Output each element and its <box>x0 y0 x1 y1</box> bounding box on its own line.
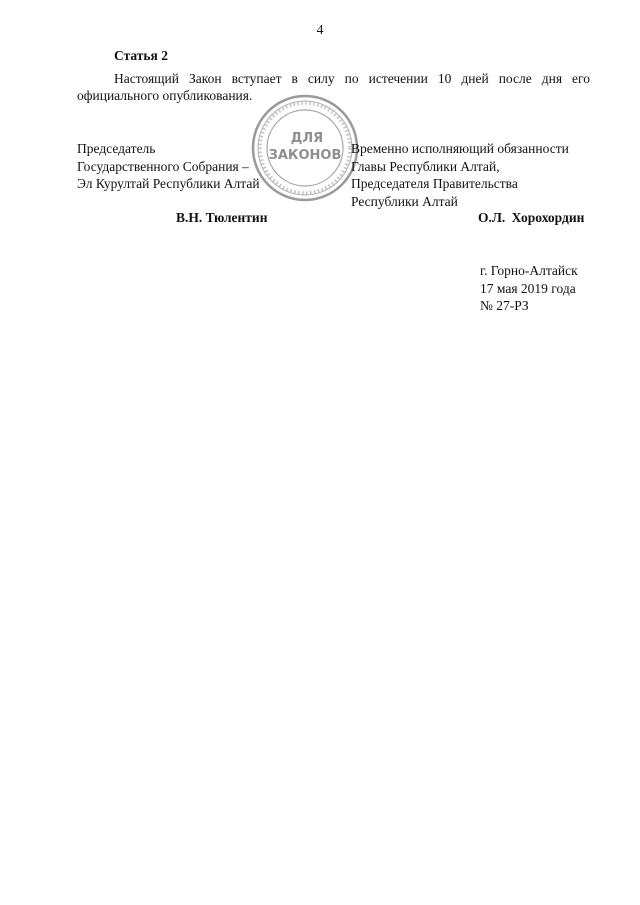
stamp-text-line2: ЗАКОНОВ <box>268 148 342 163</box>
issuance-date: 17 мая 2019 года <box>480 280 576 296</box>
seal-stamp-icon <box>249 92 361 204</box>
signatory-right-line: Временно исполняющий обязанности <box>351 141 569 156</box>
article-title: Статья 2 <box>114 48 168 63</box>
signatory-right-line: Республики Алтай <box>351 193 458 209</box>
signatory-right-name: О.Л. Хорохордин <box>478 210 585 225</box>
issuance-place: г. Горно-Алтайск <box>480 263 578 278</box>
page-number: 4 <box>316 22 324 37</box>
article-body: Настоящий Закон вступает в силу по истечении 10 дней после дня его официального опубликования. <box>77 71 590 103</box>
signatory-right-line: Председателя Правительства <box>351 176 518 191</box>
stamp-text-line1: ДЛЯ <box>290 131 324 146</box>
signatory-left-line: Председатель <box>77 141 156 156</box>
signatory-left-line: Государственного Собрания – <box>77 158 249 174</box>
signatory-right-line: Главы Республики Алтай, <box>351 158 500 174</box>
law-number: № 27-РЗ <box>480 298 529 313</box>
signatory-left-line: Эл Курултай Республики Алтай <box>77 176 260 191</box>
issuance-details <box>480 262 578 315</box>
signatory-left-titles <box>77 140 260 193</box>
signatory-left-name: В.Н. Тюлентин <box>176 210 268 225</box>
signatory-right-titles <box>351 140 569 210</box>
